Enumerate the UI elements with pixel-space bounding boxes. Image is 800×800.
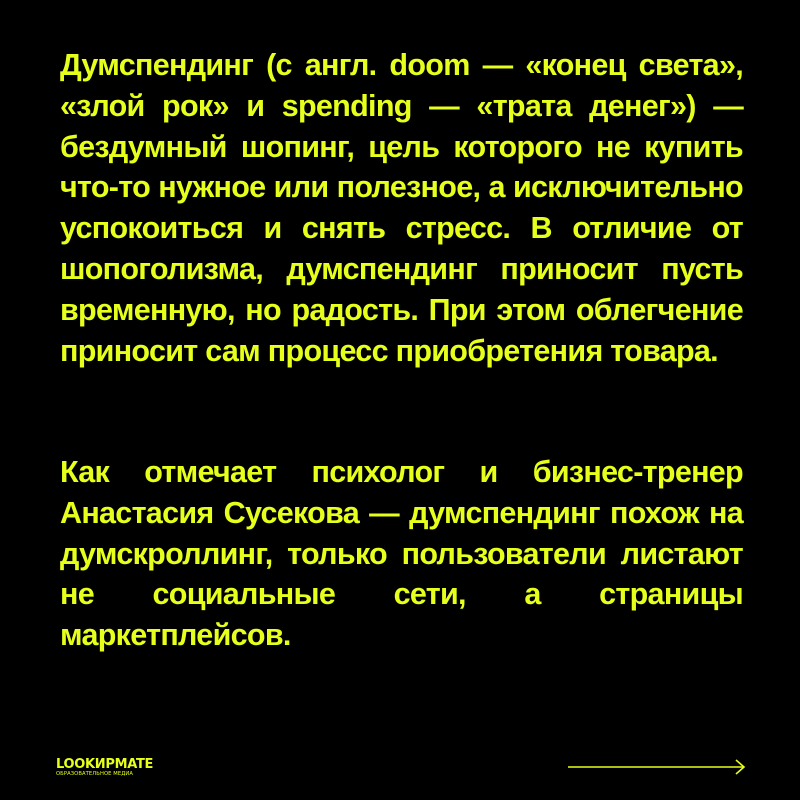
paragraph-expert-quote: Как отмечает психолог и бизнес-тренер Анастасия Сусекова — думспендинг похож на думскроллинг, только пользователи листают не социальные сети, а страницы маркетплейсов. [60, 455, 743, 653]
logo-name: LOOKИPMATE [56, 757, 154, 772]
arrow-right-icon[interactable] [568, 758, 746, 776]
logo-tagline: ОБРАЗОВАТЕЛЬНОЕ МЕДИА [56, 771, 133, 777]
brand-logo [56, 758, 153, 778]
paragraph-definition: Думспендинг (с англ. doom — «конец света», «злой рок» и spending — «трата денег») — бездумный шопинг, цель которого не купить что-то нужное или полезное, а исключительно успокоиться и снять стресс. В отличие от шопоголизма, думспендинг приносит пусть временную, но радость. При этом облегчение приносит сам процесс приобретения товара. [60, 48, 743, 368]
